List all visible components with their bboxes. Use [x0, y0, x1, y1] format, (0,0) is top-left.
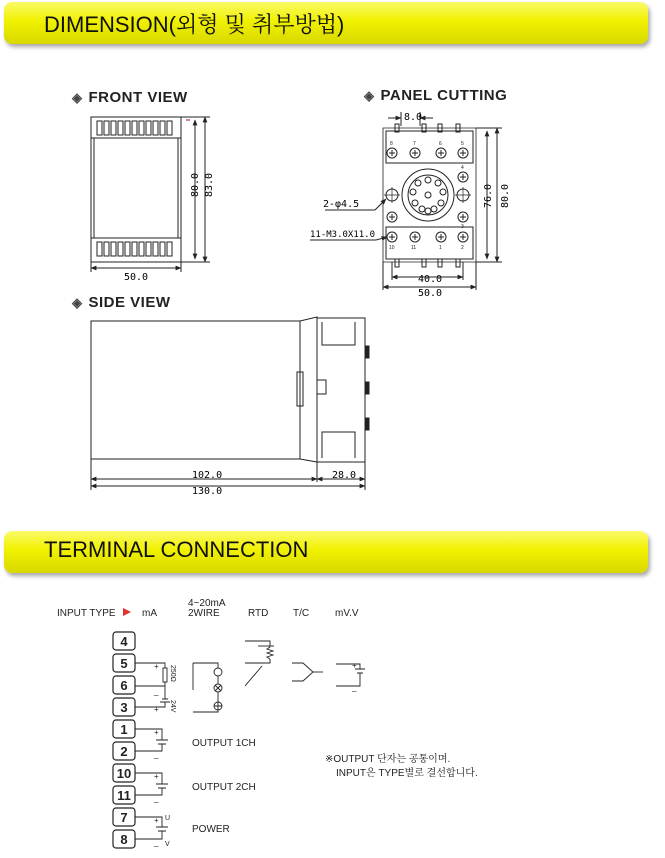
panel-screw-label: 11-M3.0X11.0: [310, 230, 376, 240]
play-arrow-icon: [123, 608, 131, 616]
svg-text:5: 5: [120, 656, 128, 671]
type-ma-label: mA: [142, 608, 157, 619]
output1-label: OUTPUT 1CH: [192, 738, 256, 749]
front-body: [91, 117, 181, 262]
dimension-title: DIMENSION(외형 및 취부방법): [44, 12, 345, 37]
panel-terminal-numbers: [389, 141, 464, 251]
socket-pins: [410, 177, 446, 214]
panel-cutting-label: PANEL CUTTING: [380, 87, 508, 104]
svg-text:+: +: [154, 662, 159, 671]
note-line2: INPUT은 TYPE별로 결선합니다.: [336, 768, 478, 779]
side-view-drawing: [91, 317, 369, 490]
svg-text:8: 8: [120, 832, 128, 847]
panel-height-inner-label: 76.0: [483, 183, 494, 208]
power-label: POWER: [192, 824, 230, 835]
svg-text:3: 3: [120, 700, 128, 715]
panel-width-inner-label: 40.0: [418, 274, 443, 285]
terminal-header: [57, 598, 359, 619]
side-body-length-label: 102.0: [192, 470, 223, 481]
svg-text:6: 6: [120, 678, 128, 693]
front-bottom-vents: [97, 242, 172, 256]
supply-label: 24V: [169, 700, 176, 713]
panel-height-outer-label: 80.0: [500, 183, 511, 208]
panel-width-outer-label: 50.0: [418, 288, 443, 299]
svg-text:_: _: [154, 838, 159, 847]
svg-text:_: _: [352, 683, 357, 692]
svg-text:_: _: [154, 750, 159, 759]
svg-text:11: 11: [411, 245, 417, 251]
svg-text:+: +: [352, 661, 357, 670]
side-total-length-label: 130.0: [192, 486, 223, 497]
terminal-title: TERMINAL CONNECTION: [44, 537, 309, 562]
svg-text:V: V: [165, 841, 170, 848]
front-window: [94, 138, 178, 238]
svg-text:1: 1: [120, 722, 128, 737]
resistor-label: 250Ω: [169, 665, 176, 682]
svg-text:2: 2: [461, 245, 464, 251]
svg-text:+: +: [154, 705, 159, 714]
svg-text:U: U: [165, 815, 171, 822]
diamond-icon: ◈: [72, 90, 83, 105]
svg-text:4: 4: [120, 634, 128, 649]
svg-text:3: 3: [461, 224, 464, 230]
output2-label: OUTPUT 2CH: [192, 782, 256, 793]
type-rtd-label: RTD: [248, 608, 269, 619]
svg-text:2: 2: [120, 744, 128, 759]
side-socket-length-label: 28.0: [332, 470, 357, 481]
svg-text:_: _: [154, 687, 159, 696]
front-width-label: 50.0: [124, 272, 149, 283]
svg-text:5: 5: [461, 141, 464, 147]
type-mvv-label: mV.V: [335, 608, 359, 619]
svg-text:10: 10: [116, 766, 132, 781]
type-tc-label: T/C: [293, 608, 310, 619]
panel-hole-label: 2-φ4.5: [323, 199, 360, 210]
note-line1: ※OUTPUT 단자는 공통이며.: [325, 754, 451, 765]
diamond-icon: ◈: [364, 88, 375, 103]
svg-text:10: 10: [389, 245, 395, 251]
svg-text:11: 11: [117, 788, 131, 803]
front-top-vents: [97, 121, 172, 135]
svg-text:7: 7: [120, 810, 128, 825]
type-2wire-bottom-label: 2WIRE: [188, 608, 220, 619]
side-view-label: SIDE VIEW: [88, 294, 171, 311]
type-2wire-top-label: 4~20mA: [188, 598, 226, 609]
front-view-label: FRONT VIEW: [88, 89, 188, 106]
svg-text:+: +: [154, 816, 159, 825]
front-height-inner-label: 80.0: [190, 172, 201, 197]
svg-text:4: 4: [461, 165, 464, 171]
front-height-outer-label: 83.0: [204, 172, 215, 197]
svg-text:8: 8: [390, 141, 393, 147]
panel-top-label: 8.0: [404, 112, 423, 123]
svg-text:7: 7: [413, 141, 416, 147]
svg-text:_: _: [154, 794, 159, 803]
input-type-label: INPUT TYPE: [57, 608, 116, 619]
svg-text:+: +: [154, 772, 159, 781]
diamond-icon: ◈: [72, 295, 83, 310]
svg-text:1: 1: [439, 245, 442, 251]
svg-text:6: 6: [439, 141, 442, 147]
svg-text:+: +: [154, 728, 159, 737]
